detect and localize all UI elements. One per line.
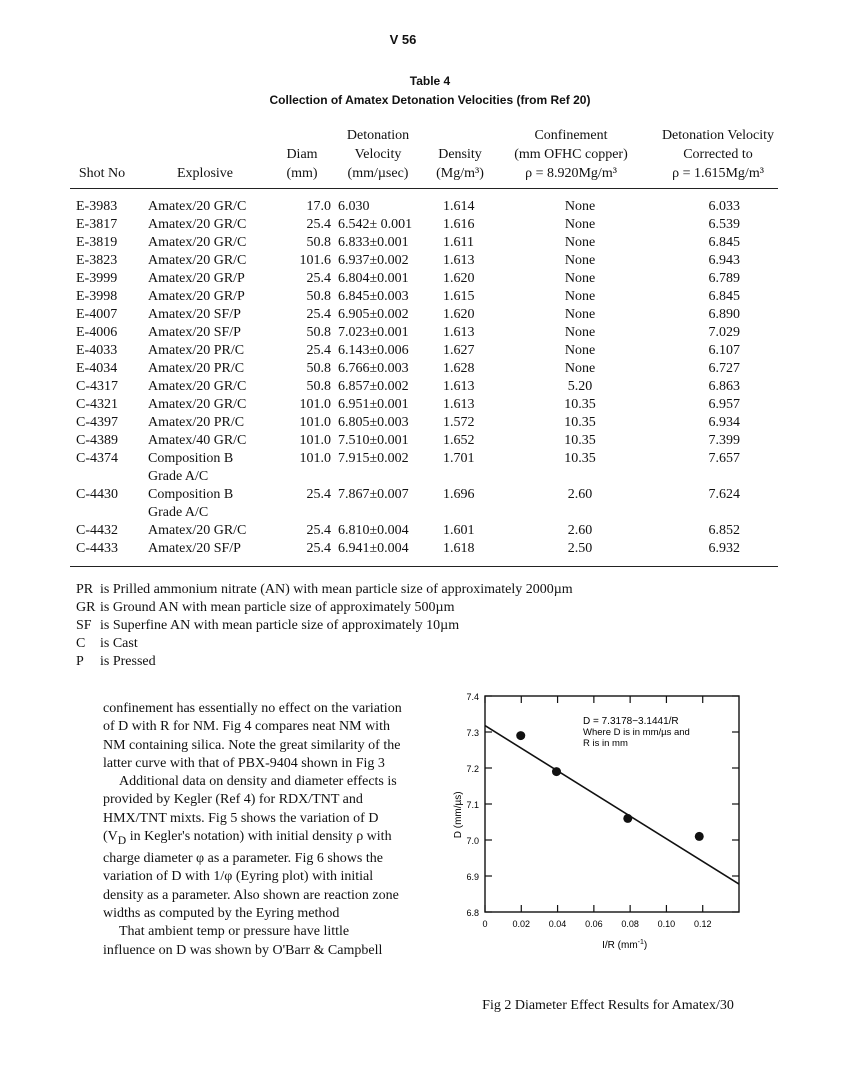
cell-density: 1.614 — [443, 199, 475, 214]
cell-confinement: 10.35 — [564, 415, 596, 430]
cell-diam: 50.8 — [306, 361, 331, 376]
cell-velocity: 6.143±0.006 — [338, 343, 409, 358]
cell-shot: E-3983 — [76, 199, 118, 214]
cell-diam: 50.8 — [306, 289, 331, 304]
cell-confinement: None — [564, 253, 596, 268]
cell-shot: C-4397 — [76, 415, 118, 430]
header-diam-line2: (mm) — [286, 166, 318, 181]
cell-velocity: 7.867±0.007 — [338, 487, 409, 502]
cell-shot: E-4007 — [76, 307, 118, 322]
x-axis-label-xlabel-sup: -1 — [637, 939, 644, 946]
legend-item — [76, 654, 156, 672]
cell-explosive: Amatex/20 GR/C — [148, 523, 247, 538]
table-row — [0, 343, 806, 361]
cell-confinement: 2.60 — [567, 487, 593, 502]
cell-explosive: Amatex/20 SF/P — [148, 541, 241, 556]
table-row — [0, 379, 806, 397]
x-tick-label: 0.12 — [693, 919, 712, 929]
cell-shot: E-3999 — [76, 271, 118, 286]
cell-density: 1.616 — [443, 217, 475, 232]
cell-diam: 25.4 — [306, 307, 331, 322]
x-axis-label — [602, 939, 647, 951]
header-density — [425, 145, 495, 183]
cell-velocity: 6.845±0.003 — [338, 289, 409, 304]
table-row — [0, 271, 806, 289]
cell-diam: 17.0 — [306, 199, 331, 214]
cell-shot: C-4321 — [76, 397, 118, 412]
paragraph-2-part-a: Additional data on density and diameter effects is provided by Kegler (Ref 4) for RDX/TNT and HMX/TNT mixts. Fig 5 shows the variation of D (V — [103, 774, 397, 845]
table-row — [0, 523, 806, 541]
table-row — [0, 451, 806, 469]
cell-diam: 50.8 — [306, 379, 331, 394]
cell-corrected: 6.845 — [708, 235, 740, 250]
table-row — [0, 289, 806, 307]
cell-corrected: 7.399 — [708, 433, 740, 448]
cell-velocity: 7.510±0.001 — [338, 433, 409, 448]
cell-confinement: None — [564, 307, 596, 322]
cell-explosive: Amatex/20 SF/P — [148, 325, 241, 340]
cell-density: 1.613 — [443, 253, 475, 268]
legend-text: is Ground AN with mean particle size of approximately 500µm — [100, 600, 455, 615]
cell-diam: 101.0 — [299, 451, 331, 466]
table-row — [0, 361, 806, 379]
cell-confinement: 2.50 — [567, 541, 593, 556]
cell-shot: E-4034 — [76, 361, 118, 376]
legend-item — [76, 582, 573, 600]
legend-text: is Superfine AN with mean particle size of approximately 10µm — [100, 618, 460, 633]
cell-density: 1.615 — [443, 289, 475, 304]
data-point — [623, 814, 632, 823]
body-text — [103, 700, 403, 960]
cell-shot: E-4033 — [76, 343, 118, 358]
cell-corrected: 7.624 — [708, 487, 740, 502]
cell-shot: E-3819 — [76, 235, 118, 250]
x-tick-label: 0.06 — [585, 919, 603, 929]
header-corrected-line3: ρ = 1.615Mg/m³ — [672, 166, 764, 181]
legend-item — [76, 636, 138, 654]
header-density-line2: (Mg/m³) — [436, 166, 484, 181]
header-diam-line1: Diam — [286, 147, 318, 162]
table-rule-bottom — [70, 566, 778, 567]
data-point — [552, 767, 561, 776]
header-corrected-line1: Detonation Velocity — [661, 128, 775, 143]
cell-diam: 25.4 — [306, 541, 331, 556]
cell-confinement: None — [564, 325, 596, 340]
paragraph-2-part-b: in Kegler's notation) with initial density ρ with charge diameter φ as a parameter. Fig 6 shows the variation of D with 1/φ (Eyring plot) with initial density as a parameter. Also shown are reaction zone widths as computed by the Eyring method — [103, 829, 399, 922]
y-tick-label: 7.4 — [466, 692, 479, 702]
cell-confinement: 5.20 — [567, 379, 593, 394]
x-tick-label: 0 — [482, 919, 488, 929]
x-tick-label: 0.08 — [621, 919, 639, 929]
table-row — [0, 199, 806, 217]
header-shot: Shot No — [78, 166, 126, 181]
figure-caption: Fig 2 Diameter Effect Results for Amatex/30 — [482, 998, 734, 1013]
cell-corrected: 7.657 — [708, 451, 740, 466]
cell-explosive: Amatex/20 GR/C — [148, 253, 247, 268]
cell-confinement: 2.60 — [567, 523, 593, 538]
cell-shot: C-4317 — [76, 379, 118, 394]
cell-diam: 25.4 — [306, 487, 331, 502]
cell-confinement: None — [564, 217, 596, 232]
paragraph-1: confinement has essentially no effect on the variation of D with R for NM. Fig 4 compares neat NM with NM containing silica. Note the great similarity of the latter curve with that of PBX-9404 shown in Fig 3 — [103, 701, 402, 771]
cell-density: 1.611 — [443, 235, 474, 250]
cell-explosive: Amatex/20 PR/C — [148, 361, 245, 376]
header-diam — [270, 145, 334, 183]
cell-explosive: Composition B — [148, 451, 234, 466]
cell-corrected: 6.957 — [708, 397, 740, 412]
cell-density: 1.652 — [443, 433, 475, 448]
cell-density: 1.613 — [443, 379, 475, 394]
cell-velocity: 6.766±0.003 — [338, 361, 409, 376]
cell-corrected: 6.863 — [708, 379, 740, 394]
cell-confinement: 10.35 — [564, 397, 596, 412]
header-confinement-line1: Confinement — [534, 128, 608, 143]
header-velocity-line2: Velocity — [354, 147, 402, 162]
legend-abbr: P — [76, 654, 84, 669]
header-confinement-line3: ρ = 8.920Mg/m³ — [525, 166, 617, 181]
cell-velocity: 6.937±0.002 — [338, 253, 409, 268]
header-corrected-line2: Corrected to — [683, 147, 753, 162]
fit-line — [485, 726, 739, 884]
legend-abbr: GR — [76, 600, 96, 615]
y-tick-label: 6.9 — [466, 872, 479, 882]
paragraph-2-subscript: D — [117, 833, 127, 847]
cell-corrected: 6.932 — [708, 541, 740, 556]
cell-confinement: None — [564, 343, 596, 358]
cell-diam: 101.0 — [299, 397, 331, 412]
header-velocity-line3: (mm/µsec) — [347, 166, 409, 181]
table-row-continuation — [0, 469, 806, 487]
cell-corrected: 6.852 — [708, 523, 740, 538]
legend-item — [76, 600, 454, 618]
cell-explosive: Amatex/20 GR/C — [148, 199, 247, 214]
cell-corrected: 6.539 — [708, 217, 740, 232]
table-row — [0, 433, 806, 451]
cell-corrected: 6.727 — [708, 361, 740, 376]
cell-explosive: Amatex/20 GR/C — [148, 235, 247, 250]
cell-confinement: 10.35 — [564, 433, 596, 448]
cell-explosive-line2: Grade A/C — [148, 505, 209, 520]
cell-confinement: None — [564, 289, 596, 304]
cell-explosive: Composition B — [148, 487, 234, 502]
table-title: Table 4 — [409, 74, 451, 88]
cell-density: 1.601 — [443, 523, 475, 538]
cell-diam: 25.4 — [306, 271, 331, 286]
cell-density: 1.613 — [443, 397, 475, 412]
cell-velocity: 6.857±0.002 — [338, 379, 409, 394]
cell-density: 1.613 — [443, 325, 475, 340]
cell-explosive: Amatex/20 GR/P — [148, 289, 245, 304]
cell-confinement: None — [564, 271, 596, 286]
cell-diam: 25.4 — [306, 217, 331, 232]
paragraph-2 — [103, 773, 403, 923]
table-row — [0, 415, 806, 433]
legend-abbr: PR — [76, 582, 94, 597]
cell-diam: 25.4 — [306, 343, 331, 358]
cell-density: 1.627 — [443, 343, 475, 358]
x-axis-label-xlabel: I/R (mm — [602, 940, 638, 951]
cell-confinement: 10.35 — [564, 451, 596, 466]
table-row-continuation — [0, 505, 806, 523]
header-confinement — [500, 126, 642, 183]
legend-text: is Prilled ammonium nitrate (AN) with mean particle size of approximately 2000µm — [100, 582, 573, 597]
header-velocity-line1: Detonation — [346, 128, 410, 143]
cell-shot: E-4006 — [76, 325, 118, 340]
cell-density: 1.620 — [443, 307, 475, 322]
cell-explosive: Amatex/20 GR/C — [148, 397, 247, 412]
y-tick-label: 7.1 — [466, 800, 479, 810]
cell-velocity: 6.833±0.001 — [338, 235, 409, 250]
cell-explosive: Amatex/20 GR/C — [148, 217, 247, 232]
cell-velocity: 6.030 — [338, 199, 370, 214]
table-rule-top — [70, 188, 778, 189]
cell-shot: E-3817 — [76, 217, 118, 232]
table-row — [0, 487, 806, 505]
cell-density: 1.628 — [443, 361, 475, 376]
cell-corrected: 6.943 — [708, 253, 740, 268]
page-label: V 56 — [389, 32, 417, 47]
table-row — [0, 541, 806, 559]
cell-shot: C-4374 — [76, 451, 118, 466]
cell-explosive: Amatex/20 SF/P — [148, 307, 241, 322]
fit-equation-annotation: R is in mm — [583, 738, 628, 749]
y-axis-label: D (mm/µs) — [453, 791, 464, 839]
header-density-line1: Density — [438, 147, 482, 162]
cell-velocity: 6.805±0.003 — [338, 415, 409, 430]
cell-corrected: 6.890 — [708, 307, 740, 322]
cell-explosive: Amatex/20 PR/C — [148, 415, 245, 430]
cell-confinement: None — [564, 199, 596, 214]
diameter-effect-chart — [455, 686, 765, 956]
legend-item — [76, 618, 459, 636]
cell-corrected: 6.107 — [708, 343, 740, 358]
cell-velocity: 6.810±0.004 — [338, 523, 409, 538]
table-row — [0, 325, 806, 343]
cell-velocity: 6.804±0.001 — [338, 271, 409, 286]
header-velocity — [328, 126, 428, 183]
header-corrected — [648, 126, 788, 183]
cell-corrected: 6.789 — [708, 271, 740, 286]
cell-density: 1.696 — [443, 487, 475, 502]
cell-velocity: 7.915±0.002 — [338, 451, 409, 466]
cell-density: 1.701 — [443, 451, 475, 466]
table-header — [0, 126, 806, 186]
cell-confinement: None — [564, 361, 596, 376]
legend-text: is Cast — [100, 636, 138, 651]
fit-equation-annotation: D = 7.3178−3.1441/R — [583, 716, 679, 727]
cell-corrected: 6.033 — [708, 199, 740, 214]
cell-corrected: 6.934 — [708, 415, 740, 430]
cell-density: 1.572 — [443, 415, 475, 430]
table-row — [0, 217, 806, 235]
legend-abbr: C — [76, 636, 86, 651]
cell-explosive: Amatex/20 GR/P — [148, 271, 245, 286]
cell-shot: E-3998 — [76, 289, 118, 304]
y-tick-label: 7.2 — [466, 764, 479, 774]
cell-shot: C-4433 — [76, 541, 118, 556]
legend-abbr: SF — [76, 618, 92, 633]
cell-shot: C-4430 — [76, 487, 118, 502]
cell-shot: E-3823 — [76, 253, 118, 268]
cell-velocity: 6.542± 0.001 — [338, 217, 413, 232]
y-tick-label: 7.3 — [466, 728, 479, 738]
cell-confinement: None — [564, 235, 596, 250]
table-caption: Collection of Amatex Detonation Velocities (from Ref 20) — [269, 93, 591, 107]
cell-velocity: 7.023±0.001 — [338, 325, 409, 340]
cell-velocity: 6.905±0.002 — [338, 307, 409, 322]
x-tick-label: 0.10 — [657, 919, 676, 929]
cell-velocity: 6.941±0.004 — [338, 541, 409, 556]
table-row — [0, 307, 806, 325]
cell-density: 1.620 — [443, 271, 475, 286]
paragraph-3: That ambient temp or pressure have little influence on D was shown by O'Barr & Campbell — [103, 924, 383, 958]
cell-diam: 101.0 — [299, 415, 331, 430]
data-point — [516, 731, 525, 740]
cell-velocity: 6.951±0.001 — [338, 397, 409, 412]
table-row — [0, 397, 806, 415]
y-tick-label: 6.8 — [466, 908, 479, 918]
cell-diam: 50.8 — [306, 235, 331, 250]
x-axis-label-xlabel-end: ) — [643, 940, 648, 951]
header-confinement-line2: (mm OFHC copper) — [514, 147, 628, 162]
table-row — [0, 235, 806, 253]
fit-equation-annotation: Where D is in mm/µs and — [583, 727, 690, 738]
x-tick-label: 0.02 — [512, 919, 531, 929]
cell-diam: 50.8 — [306, 325, 331, 340]
data-point — [695, 832, 704, 841]
table-row — [0, 253, 806, 271]
cell-explosive: Amatex/20 GR/C — [148, 379, 247, 394]
cell-shot: C-4389 — [76, 433, 118, 448]
cell-density: 1.618 — [443, 541, 475, 556]
y-tick-label: 7.0 — [466, 836, 479, 846]
cell-explosive: Amatex/20 PR/C — [148, 343, 245, 358]
cell-explosive-line2: Grade A/C — [148, 469, 209, 484]
header-explosive: Explosive — [177, 166, 233, 181]
cell-shot: C-4432 — [76, 523, 118, 538]
cell-corrected: 7.029 — [708, 325, 740, 340]
cell-diam: 101.0 — [299, 433, 331, 448]
cell-explosive: Amatex/40 GR/C — [148, 433, 247, 448]
cell-corrected: 6.845 — [708, 289, 740, 304]
cell-diam: 25.4 — [306, 523, 331, 538]
legend-text: is Pressed — [100, 654, 156, 669]
cell-diam: 101.6 — [299, 253, 331, 268]
x-tick-label: 0.04 — [548, 919, 567, 929]
